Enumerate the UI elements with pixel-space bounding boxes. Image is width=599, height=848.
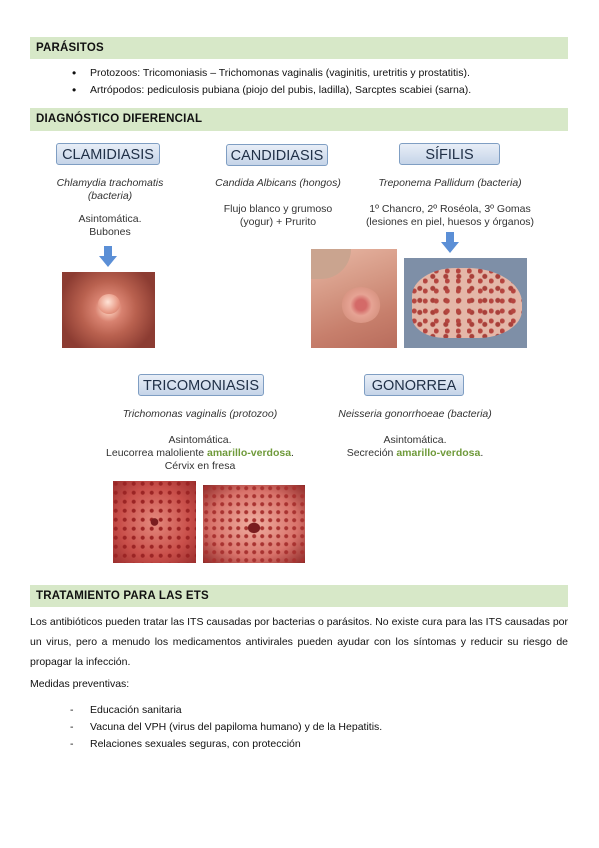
highlight-text: amarillo-verdosa <box>207 447 292 459</box>
punctuation-text: . <box>480 447 484 459</box>
tratamiento-paragraph: Los antibióticos pueden tratar las ITS causadas por bacterias o parásitos. No existe cura para las ITS causadas por un virus, pero a menudo los medicamentos antivirales pueden ayudar con los síntomas y reducir su riesgo de propagar la infección. <box>30 616 568 668</box>
section-heading-parasitos: PARÁSITOS <box>30 37 568 59</box>
gonorrea-agent: Neisseria gonorrhoeae (bacteria) <box>338 408 492 420</box>
highlight-text: amarillo-verdosa <box>396 447 481 459</box>
arrow-down-icon <box>441 232 459 254</box>
punctuation-text: . <box>291 447 294 459</box>
list-item <box>70 721 560 738</box>
section-heading-tratamiento: TRATAMIENTO PARA LAS ETS <box>30 585 568 607</box>
candidiasis-agent: Candida Albicans (hongos) <box>215 177 341 189</box>
clamidiasis-agent-line1: Chlamydia trachomatis <box>56 177 164 189</box>
dash-icon: - <box>70 721 74 733</box>
gonorrea-desc-text: Secreción <box>346 447 397 459</box>
sifilis-desc-line1: 1º Chancro, 2º Roséola, 3º Gomas <box>369 203 531 215</box>
tricomoniasis-photo-1 <box>113 481 196 563</box>
list-item-text: Protozoos: Tricomoniasis – Trichomonas vaginalis (vaginitis, uretritis y prostatitis). <box>90 67 470 79</box>
sifilis-title: SÍFILIS <box>399 143 500 165</box>
clamidiasis-desc-line2: Bubones <box>89 226 131 238</box>
sifilis-rash-photo <box>404 258 527 348</box>
gonorrea-title: GONORREA <box>364 374 464 396</box>
clamidiasis-desc-line1: Asintomática. <box>78 213 142 225</box>
dash-icon: - <box>70 704 74 716</box>
list-item <box>70 738 560 755</box>
clamidiasis-agent-line2: (bacteria) <box>87 190 133 202</box>
list-item-text: Artrópodos: pediculosis pubiana (piojo del pubis, ladilla), Sarcptes scabiei (sarna). <box>90 84 472 96</box>
candidiasis-desc-line2: (yogur) + Prurito <box>239 216 317 228</box>
list-item-text: Educación sanitaria <box>90 704 182 716</box>
sifilis-chancre-photo <box>311 249 397 348</box>
tricomoniasis-photo-2 <box>203 485 305 563</box>
preventivas-label: Medidas preventivas: <box>30 678 130 690</box>
clamidiasis-photo <box>62 272 155 348</box>
candidiasis-title: CANDIDIASIS <box>226 144 328 166</box>
list-item <box>72 66 560 84</box>
tricomoniasis-title: TRICOMONIASIS <box>138 374 264 396</box>
parasitos-list <box>72 66 560 101</box>
tricomoniasis-desc-line3: Cérvix en fresa <box>164 460 236 472</box>
preventivas-list <box>70 704 560 755</box>
list-item <box>72 83 560 101</box>
bullet-icon: • <box>72 66 77 80</box>
tricomoniasis-desc-line2 <box>80 447 320 460</box>
arrow-down-icon <box>99 246 117 268</box>
tricomoniasis-desc-text: Leucorrea maloliente <box>106 447 207 459</box>
gonorrea-desc-line1: Asintomática. <box>383 434 447 446</box>
list-item <box>70 704 560 721</box>
tricomoniasis-agent: Trichomonas vaginalis (protozoo) <box>122 408 278 420</box>
section-heading-diagnostico: DIAGNÓSTICO DIFERENCIAL <box>30 108 568 131</box>
clamidiasis-title: CLAMIDIASIS <box>56 143 160 165</box>
gonorrea-desc-line2 <box>322 447 508 460</box>
candidiasis-desc-line1: Flujo blanco y grumoso <box>223 203 333 215</box>
dash-icon: - <box>70 738 74 750</box>
bullet-icon: • <box>72 83 77 97</box>
list-item-text: Vacuna del VPH (virus del papiloma humano) y de la Hepatitis. <box>90 721 383 733</box>
list-item-text: Relaciones sexuales seguras, con protección <box>90 738 301 750</box>
sifilis-agent: Treponema Pallidum (bacteria) <box>378 177 522 189</box>
sifilis-desc-line2: (lesiones en piel, huesos y órganos) <box>365 216 535 228</box>
tricomoniasis-desc-line1: Asintomática. <box>168 434 232 446</box>
